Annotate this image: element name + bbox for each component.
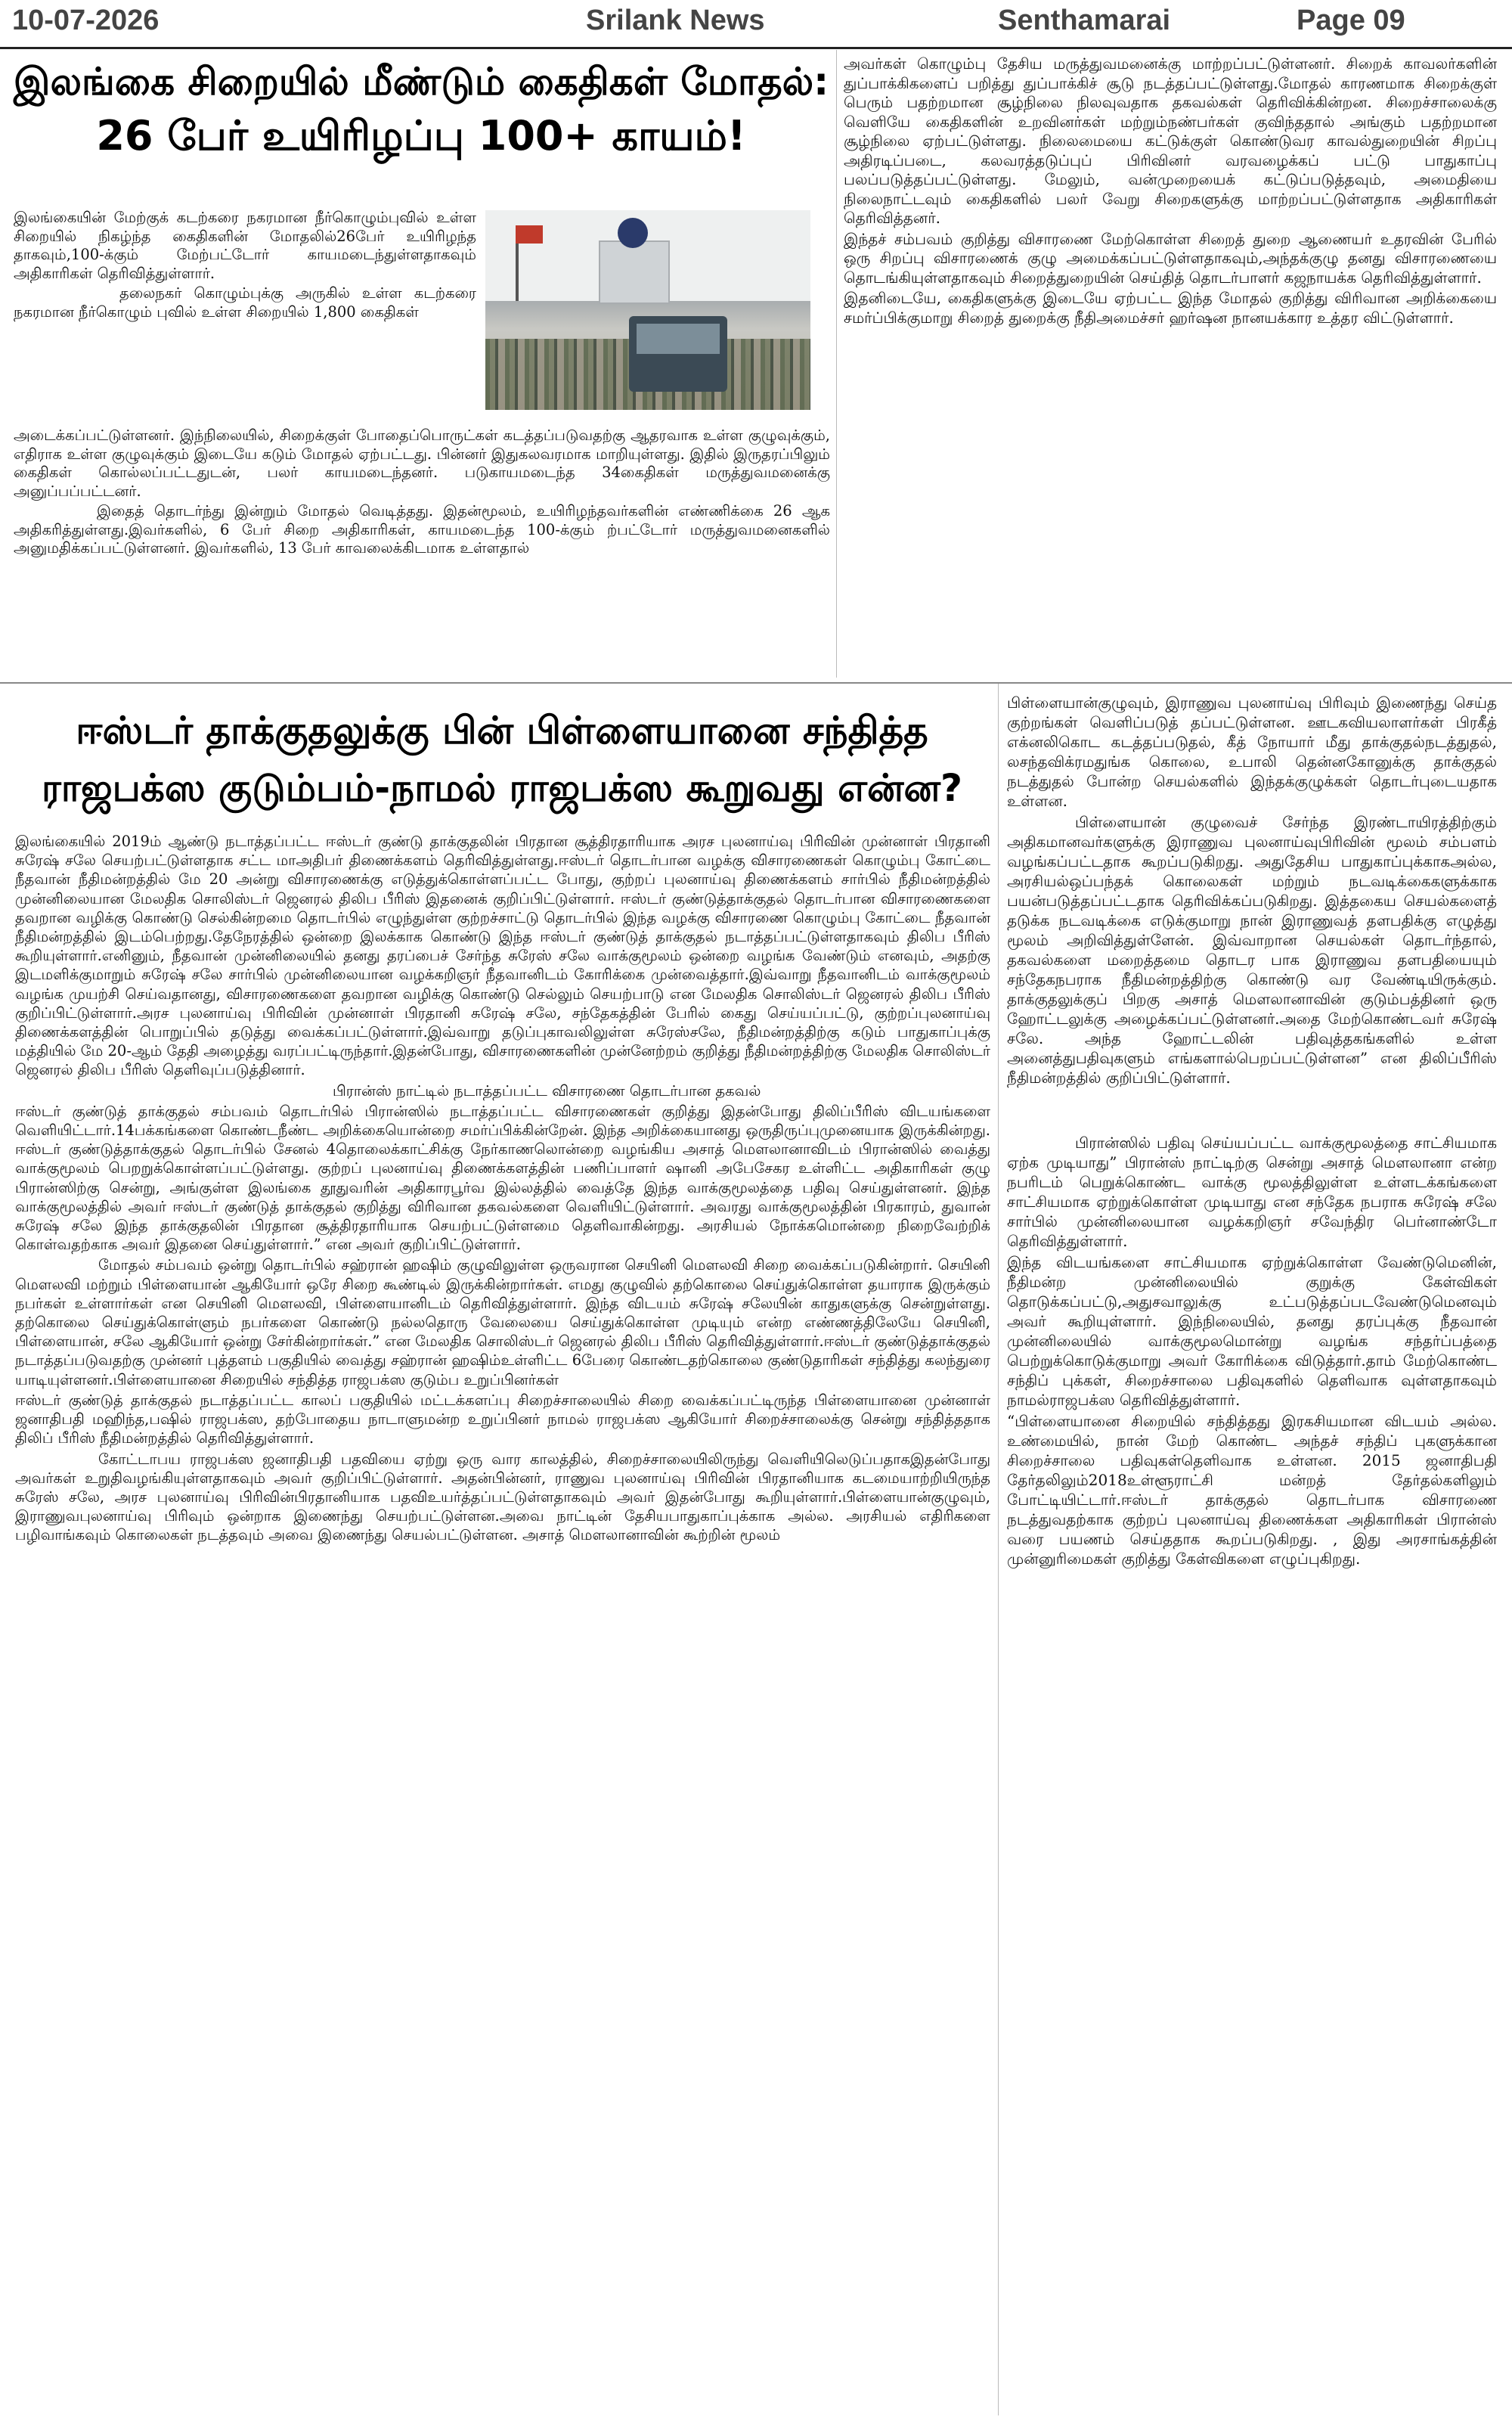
story2-main-para1: இலங்கையில் 2019ம் ஆண்டு நடாத்தப்பட்ட ஈஸ்டர் குண்டு தாக்குதலின் பிரதான சூத்திரதாரியாக அரச புலனாய்வு பிரிவின் முன்னாள் பிரதானி சுரேஷ் சலே செயற்பட்டுள்ளதாக சட்ட மாஅதிபர் திணைக்களம் தெரிவித்துள்ளது.ஈஸ்டர் தொடர்பான வழக்கு விசாரணைகள் கொழும்பு கோட்டை நீதவான் நீதிமன்றத்தில் மே 20 அன்று விசாரணைக்கு எடுத்துக்கொள்ளப்பட்ட போது, குற்றப் புலனாய்வு திணைக்களம் சார்பில் நீதிமன்றத்தில் முன்னிலையான மேலதிக சொலிஸ்டர் ஜெனரல் திலிப பீரிஸ் இதனைக் குறிப்பிட்டுள்ளார். ஈஸ்டர் குண்டுத்தாக்குதல் தொடர்பான விசாரணைகளை தவறான வழிக்கு கொண்டு செல்கின்றமை தொடர்பில் எழுந்துள்ள குற்றச்சாட்டு தொடர்பில் இந்த வழக்கு விசாரணை கொழும்பு கோட்டை நீதவான் நீதிமன்றத்தில் இடம்பெற்றது.தேநேரத்தில் ஒன்றை இலக்காக கொண்டு இந்த ஈஸ்டர் குண்டுத் தாக்குதல் நடாத்தப்பட்டுள்ளதாகவும் திலிப பீரிஸ் கூறியுள்ளார்.எனினும், நீதவான் முன்னிலையில் தனது தரப்பைச் சேர்ந்த சுரேஸ் சலே வாக்குமூலம் ஒன்றை வழங்க வேண்டும் எனவும், அதற்கு இடமளிக்குமாறும் சுரேஷ் சலே சார்பில் முன்னிலையான வழக்கறிஞர் நீதவானிடம் கோரிக்கை முன்வைத்தார்.இவ்வாறு நீதவானிடம் வாக்குமூலம் வழங்க முயற்சி செய்வதானது, விசாரணைகளை தவறான வழிக்கு கொண்டு செல்லும் செயற்பாடு என மேலதிக சொலிஸ்டர் ஜெனரல் திலிப பீரிஸ் குறிப்பிட்டுள்ளார்.அரச புலனாய்வு பிரிவின் முன்னாள் பிரதானி சுரேஷ் சலே, சந்தேகத்தின் பேரில் கைது செய்யப்பட்டு, குற்றப்புலனாய்வு திணைக்களத்தின் பொறுப்பில் தடுத்து வைக்கப்பட்டுள்ளார்.இவ்வாறு தடுப்புகாவலிலுள்ள சுரேஸ்சலே, நீதிமன்றத்திற்கு கடும் பாதுகாப்புக்கு மத்தியில் மே 20-ஆம் தேதி அழைத்து வரப்பட்டிருந்தார்.இதன்போது, விசாரணைகளின் முன்னேற்றம் குறித்து நீதிமன்றத்திற்கு மேலதிக சொலிஸ்டர் ஜெனரல் திலிப பீரிஸ் தெளிவுப்படுத்தினார். [15, 833, 990, 1079]
story2-right-column [1007, 693, 1497, 2414]
story1-headline [11, 54, 832, 163]
story2-right-para1: பிள்ளையான்குழுவும், இராணுவ புலனாய்வு பிரிவும் இணைந்து செய்த குற்றங்கள் வெளிப்படுத் தப்பட்டுள்ளன. ஊடகவியலாளர்கள் பிரகீத் எக்னலிகொட கடத்தப்படுதல், கீத் நோயார் மீது தாக்குதல்நடத்துதல், லசந்தவிக்ரமதுங்க கொலை, உபாலி தென்னகோனுக்கு தாக்குதல் நடத்துதல் போன்ற செயல்களில் இந்தக்குழுக்கள் தொடர்புடையதாக உள்ளன. [1007, 693, 1497, 810]
story1-para2-top: தலைநகர் கொழும்புக்கு அருகில் உள்ள கடற்கரை நகரமான நீர்கொழும் புவில் உள்ள சிறையில் 1,800 கைதிகள் [14, 284, 476, 321]
column-divider-lower [998, 684, 999, 2415]
story1-para2-rest: அடைக்கப்பட்டுள்ளனர். இந்நிலையில், சிறைக்குள் போதைப்பொருட்கள் கடத்தப்படுவதற்கு ஆதரவாக உள்ள குழுவுக்கும், எதிராக உள்ள குழுவுக்கும் இடையே கடும் மோதல் ஏற்பட்டது. பின்னர் இதுகலவரமாக மாறியுள்ளது. இதில் இருதரப்பிலும் கைதிகள் கொல்லப்பட்டதுடன், பலர் காயமடைந்தனர். படுகாயமடைந்த 34கைதிகள் மருத்துவமனைக்கு அனுப்பப்பட்டனர். [14, 427, 830, 500]
header-page-number: Page 09 [1297, 5, 1405, 36]
story1-right-para1: அவர்கள் கொழும்பு தேசிய மருத்துவமனைக்கு மாற்றப்பட்டுள்ளனர். சிறைக் காவலர்களின் துப்பாக்கிகளைப் பறித்து துப்பாக்கிச் சூடு நடத்தப்பட்டுள்ளது.மோதல் காரணமாக சிறைக்குள் பெரும் பதற்றமான சூழ்நிலை நிலவுவதாக தகவல்கள் தெரிவிக்கின்றன. சிறைச்சாலைக்கு வெளியே கைதிகளின் உறவினர்கள் மற்றும்நண்பர்கள் குவிந்ததால் அங்கும் பதற்றமான சூழ்நிலை ஏற்பட்டுள்ளது. நிலைமையை கட்டுக்குள் கொண்டுவர காவல்துறையின் சிறப்பு அதிரடிப்படை, கலவரத்தடுப்புப் பிரிவினர் வரவழைக்கப் பட்டு பாதுகாப்பு பலப்படுத்தப்பட்டுள்ளது. மேலும், வன்முறையைக் கட்டுப்படுத்தவும், அமைதியை நிலைநாட்டவும் கைதிகளில் பலர் வேறு சிறைகளுக்கு மாற்றப்பட்டுள்ளதாக அதிகாரிகள் தெரிவித்தனர். [844, 54, 1497, 227]
story2-right-para4: இந்த விடயங்களை சாட்சியமாக ஏற்றுக்கொள்ள வேண்டுமெனின், நீதிமன்ற முன்னிலையில் குறுக்கு கேள்விகள் தொடுக்கப்பட்டு,அதுசவாலுக்கு உட்படுத்தப்படவேண்டுமெனவும் அவர் கூறியுள்ளார். இந்நிலையில், தனது தரப்புக்கு நீதவான் முன்னிலையில் வாக்குமூலமொன்று வழங்க சந்தர்ப்பத்தை பெற்றுக்கொடுக்குமாறு அவர் கோரிக்கை விடுத்தார்.தாம் மேற்கொண்ட சந்திப் புக்கள், சிறைச்சாலை பதிவுகளில் தெளிவாக வுள்ளதாகவும் நாமல்ராஜபக்ஸ தெரிவித்துள்ளார். [1007, 1253, 1497, 1409]
story2-headline [11, 702, 993, 817]
header-site: Srilank News [586, 5, 765, 36]
story1-para3: இதைத் தொடர்ந்து இன்றும் மோதல் வெடித்தது. இதன்மூலம், உயிரிழந்தவர்களின் எண்ணிக்கை 26 ஆக அதிகரித்துள்ளது.இவர்களில், 6 பேர் சிறை அதிகாரிகள், காயமடைந்த 100-க்கும் ற்பட்டோர் மருத்துவமனைகளில் அனுமதிக்கப்பட்டுள்ளனர். இவர்களில், 13 பேர் காவலைக்கிடமாக உள்ளதால் [14, 502, 830, 557]
story1-headline-line2: 26 பேர் உயிரிழப்பு 100+ காயம்! [96, 112, 746, 160]
story2-subheading-france: பிரான்ஸ் நாட்டில் நடாத்தப்பட்ட விசாரணை தொடர்பான தகவல் [333, 1081, 761, 1100]
story2-right-para2: பிள்ளையான் குழுவைச் சேர்ந்த இரண்டாயிரத்திற்கும் அதிகமானவர்களுக்கு இராணுவ புலனாய்வுபிரிவின் மூலம் சம்பளம் வழங்கப்பட்டதாக கூறப்படுகிறது. அதுதேசிய பாதுகாப்புக்காகஅல்ல, அரசியல்ஒப்பந்தக் கொலைகள் மற்றும் நடவடிக்கைகளுக்காக பயன்படுத்தப்பட்டதாக தெரிவிக்கப்படுகிறது. இத்தகைய செயல்களைத் தடுக்க நடவடிக்கை எடுக்குமாறு நான் இராணுவத் தளபதிக்கு எழுத்து மூலம் அறிவித்துள்ளேன். இவ்வாறான செயல்கள் தொடர்ந்தால், தகவல்களை மறைத்தமை தொடர பாக இராணுவ தளபதியையும் சந்தேகநபராக நீதிமன்றத்திற்கு கொண்டு வர வேண்டியிருக்கும். தாக்குதலுக்குப் பிறகு அசாத் மௌலானாவின் குடும்பத்தினர் ஒரு ஹோட்டலுக்கு அழைக்கப்பட்டுள்ளனர்.அதை மேற்கொண்டவர் சுரேஷ் சலே. அந்த ஹோட்டலின் பதிவுத்தகங்களில் உள்ள அனைத்துபதிவுகளும் எங்களால்பெறப்பட்டுள்ளன” என திலிப்பீரிஸ் நீதிமன்றத்தில் குறிப்பிட்டுள்ளார். [1007, 813, 1497, 1087]
prison-crowd-bus-photo [485, 210, 810, 410]
story2-main-para2: ஈஸ்டர் குண்டுத் தாக்குதல் சம்பவம் தொடர்பில் பிரான்ஸில் நடாத்தப்பட்ட விசாரணைகள் குறித்து இதன்போது திலிப்பீரிஸ் விடயங்களை வெளியிட்டார்.14பக்கங்களை கொண்டநீண்ட அறிக்கையொன்றை சமர்ப்பிக்கின்றேன். இந்த அறிக்கையானது ஒருதிருப்புமுனையாக இருக்கின்றது. ஈஸ்டர் குண்டுத்தாக்குதல் தொடர்பில் சேனல் 4தொலைக்காட்சிக்கு நேர்காணலொன்றை வழங்கிய அசாத் மௌலானாவிடம் பிரான்ஸில் வைத்து வாக்குமூலம் பெறறுக்கொள்ளப்பட்டுள்ளது. குற்றப் புலனாய்வு திணைக்களத்தின் பணிப்பாளர் ஷானி அபேசேகர உள்ளிட்ட அதிகாரிகள் குழு பிரான்ஸிற்கு சென்று, அங்குள்ள இலங்கை தூதுவரின் அதிகாரபூர்வ இல்லத்தில் வைத்தே இந்த வாக்குமூலத்தை பதிவு செய்துள்ளனர். இந்த வாக்குமூலத்தில் அவர் ஈஸ்டர் குண்டுத் தாக்குதல் குறித்து விரிவான தகவல்களை வெளியிட்டுள்ளார். அவரது வாக்குமூலத்தின் பிரகாரம், துவான் சுரேஷ் சலே இந்த தாக்குதலின் பிரதான சூத்திரதாரியாக செயற்பட்டுள்ளமை தெளிவாகின்றது. அரசியல் நோக்கமொன்றை நிறைவேற்றிக் கொள்வதற்காக அவர் இதனை செய்துள்ளார்.” என அவர் குறிப்பிட்டுள்ளார். [15, 1102, 990, 1254]
story2-right-para3: பிரான்ஸில் பதிவு செய்யப்பட்ட வாக்குமூலத்தை சாட்சியமாக ஏற்க முடியாது” பிரான்ஸ் நாட்டிற்கு சென்று அசாத் மௌலானா என்ற நபரிடம் பெறுக்கொண்ட வாக்கு மூலத்திலுள்ள உள்ளடக்கங்களை சாட்சியமாக ஏற்றுக்கொள்ள முடியாது என சந்தேக நபராக சுரேஷ் சலே சார்பில் முன்னிலையான வழக்கறிஞர் சவேந்திர பெர்னாண்டோ தெரிவித்துள்ளார். [1007, 1134, 1497, 1250]
story2-right-para5: “பிள்ளையானை சிறையில் சந்தித்தது இரகசியமான விடயம் அல்ல. உண்மையில், நான் மேற் கொண்ட அந்தச் சந்திப் புகளுக்கான சிறைச்சாலை பதிவுகள்தெளிவாக உள்ளன. 2015 ஜனாதிபதி தேர்தலிலும்2018உள்ளூராட்சி மன்றத் தேர்தல்களிலும் போட்டியிட்டார்.ஈஸ்டர் தாக்குதல் தொடர்பாக விசாரணை நடத்துவதற்காக குற்றப் புலனாய்வு திணைக்கள அதிகாரிகள் பிரான்ஸ் வரை பயணம் செய்ததாக கூறப்படுகிறது. , இது அரசாங்கத்தின் முன்னுரிமைகள் குறித்து கேள்விகளை எழுப்புகிறது. [1007, 1412, 1497, 1568]
header-date: 10-07-2026 [12, 5, 160, 36]
story1-intro-column [14, 209, 476, 420]
story2-main-para4: ஈஸ்டர் குண்டுத் தாக்குதல் நடாத்தப்பட்ட காலப் பகுதியில் மட்டக்களப்பு சிறைச்சாலையில் சிறை வைக்கப்பட்டிருந்த பிள்ளையானை முன்னாள் ஜனாதிபதி மஹிந்த,பஷில் ராஜபக்ஸ, தற்போதைய நாடாளுமன்ற உறுப்பினர் நாமல் ராஜபக்ஸ ஆகியோர் சிறைச்சாலைக்கு சென்று சந்தித்ததாக திலிப் பீரிஸ் நீதிமன்றத்தில் தெரிவித்துள்ளார். [15, 1391, 990, 1447]
column-divider [836, 50, 837, 678]
header-author: Senthamarai [998, 5, 1171, 36]
story1-intro: இலங்கையின் மேற்குக் கடற்கரை நகரமான நீர்கொழும்புவில் உள்ள சிறையில் நிகழ்ந்த கைதிகளின் மோதலில்26பேர் உயிரிழந்த தாகவும்,100-க்கும் மேற்பட்டோர் காயமடைந்துள்ளதாகவும் அதிகாரிகள் தெரிவித்துள்ளார். [14, 209, 476, 282]
story2-headline-line1: ஈஸ்டர் தாக்குதலுக்கு பின் பிள்ளையானை சந்தித்த [76, 709, 928, 752]
story1-body-column [14, 427, 830, 676]
story2-headline-line2: ராஜபக்ஸ குடும்பம்-நாமல் ராஜபக்ஸ கூறுவது என்ன? [41, 766, 963, 810]
page-header [0, 0, 1512, 49]
story1-right-column [844, 54, 1497, 679]
section-divider [0, 682, 1512, 684]
story2-main-column [15, 832, 990, 2414]
story1-right-para2: இந்தச் சம்பவம் குறித்து விசாரணை மேற்கொள்ள சிறைத் துறை ஆணையர் உதரவின் பேரில் ஒரு சிறப்பு விசாரணைக் குழு அமைக்கப்பட்டுள்ளதாகவும்,அந்தக்குழு தனது விசாரணையை தொடங்கியுள்ளதாகவும் சிறைத்துறையின் செய்தித் தொடர்பாளர் கஜநாயக்க தெரிவித்துள்ளார். [844, 229, 1497, 287]
story2-main-para3: மோதல் சம்பவம் ஒன்று தொடர்பில் சஹ்ரான் ஹஷிம் குழுவிலுள்ள ஒருவரான செயினி மௌலவி சிறை வைக்கப்படுகின்றார். செயினி மௌலவி மற்றும் பிள்ளையான் ஆகியோர் ஒரே சிறை கூண்டில் இருக்கின்றார்கள். எமது குழுவில் தற்கொலை செய்துக்கொள்ள தயாராக இருக்கும் நபர்கள் உள்ளார்கள் என செயினி மௌலவி, பிள்ளையானிடம் தெரிவித்துள்ளார். இந்த விடயம் சுரேஷ் சலேயின் காதுகளுக்கு சென்றுள்ளது. தற்கொலை செய்துக்கொள்ளும் நபர்களை கொண்டு நல்லதொரு வேலையை செய்துக்கொள்ள முடியும் என்ற எண்ணத்திலேயே செயினி, பிள்ளையான், சலே ஆகியோர் ஒன்று சேர்கின்றார்கள்.” என மேலதிக சொலிஸ்டர் ஜெனரல் திலிப பீரிஸ் தெரிவித்துள்ளார்.ஈஸ்டர் குண்டுத்தாக்குதல் நடாத்தப்படுவதற்கு முன்னர் புத்தளம் பகுதியில் வைத்து சஹ்ரான் ஹஷிம்உள்ளிட்ட 6பேரை கொண்டதற்கொலை குண்டுதாரிகள் சந்தித்து கலந்துரை யாடியுள்ளனர்.பிள்ளையானை சிறையில் சந்தித்த ராஜபக்ஸ குடும்ப உறுப்பினர்கள் [15, 1256, 990, 1388]
story2-main-para5: கோட்டாபய ராஜபக்ஸ ஜனாதிபதி பதவியை ஏற்று ஒரு வார காலத்தில், சிறைச்சாலையிலிருந்து வெளியிலெடுப்பதாகஇதன்போது அவர்கள் உறுதிவழங்கியுள்ளதாகவும் அவர் குறிப்பிட்டுள்ளார். அதன்பின்னர், ராணுவ புலனாய்வு பிரிவின் பிரதானியாக கடமையாற்றியிருந்த சுரேஸ் சலே, அரச புலனாய்வு பிரிவின்பிரதானியாக பதவிஉயர்த்தப்பட்டுள்ளதாகவும் அவர் இதன்போது கூறியுள்ளார்.பிள்ளையான்குழுவும், இராணுவபுலனாய்வு பிரிவும் ஒன்றாக இணைந்து செயற்பட்டுள்ளன.அவை நாட்டின் தேசியபாதுகாப்புக்காக அல்ல. அரசியல் எதிரிகளை பழிவாங்கவும் கொலைகள் நடத்தவும் அவை இணைந்து செயல்பட்டுள்ளன. அசாத் மௌலானாவின் கூற்றின் மூலம் [15, 1450, 990, 1544]
story1-headline-line1: இலங்கை சிறையில் மீண்டும் கைதிகள் மோதல்: [13, 60, 829, 104]
story1-right-para3: இதனிடையே, கைதிகளுக்கு இடையே ஏற்பட்ட இந்த மோதல் குறித்து விரிவான அறிக்கையை சமர்ப்பிக்குமாறு சிறைத் துறைக்கு நீதிஅமைச்சர் ஹர்ஷன நானயக்கார உத்தர விட்டுள்ளார். [844, 289, 1497, 327]
